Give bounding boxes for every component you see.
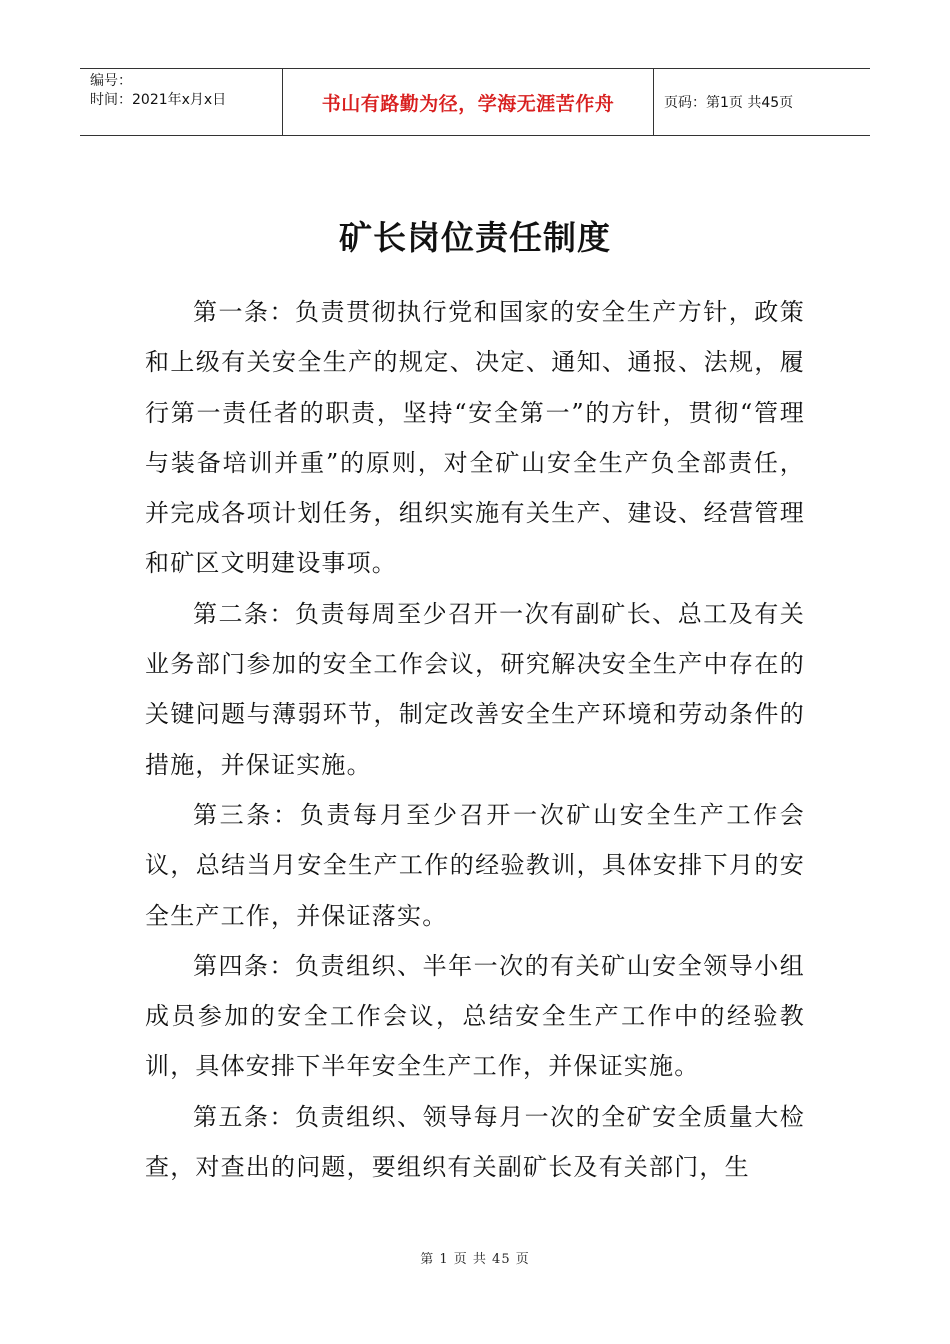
header-motto-cell [282, 69, 654, 135]
header-page-cell [654, 69, 870, 135]
document-title: 矿长岗位责任制度 [339, 218, 611, 257]
header-page-info: 页码：第1页 共45页 [664, 95, 794, 111]
document-number-label: 编号： [90, 73, 132, 89]
page-footer: 第 1 页 共 45 页 [420, 1252, 530, 1267]
header-motto: 书山有路勤为径，学海无涯苦作舟 [321, 92, 615, 115]
article-5: 第五条：负责组织、领导每月一次的全矿安全质量大检查，对查出的问题，要组织有关副矿长及有关部门，生 [145, 1102, 805, 1182]
header-meta-cell [80, 69, 282, 135]
document-date-label: 时间：2021年x月x日 [90, 92, 227, 108]
document-body [145, 287, 805, 1192]
document-header [80, 68, 870, 136]
article-4: 第四条：负责组织、半年一次的有关矿山安全领导小组成员参加的安全工作会议，总结安全生产工作中的经验教训，具体安排下半年安全生产工作，并保证实施。 [145, 951, 805, 1081]
article-2: 第二条：负责每周至少召开一次有副矿长、总工及有关业务部门参加的安全工作会议，研究解决安全生产中存在的关键问题与薄弱环节，制定改善安全生产环境和劳动条件的措施，并保证实施。 [145, 599, 805, 779]
article-1: 第一条：负责贯彻执行党和国家的安全生产方针，政策和上级有关安全生产的规定、决定、通知、通报、法规，履行第一责任者的职责，坚持“安全第一”的方针，贯彻“管理与装备培训并重”的原则，对全矿山安全生产负全部责任，并完成各项计划任务，组织实施有关生产、建设、经营管理和矿区文明建设事项。 [145, 298, 805, 578]
article-3: 第三条：负责每月至少召开一次矿山安全生产工作会议，总结当月安全生产工作的经验教训，具体安排下月的安全生产工作，并保证落实。 [145, 800, 805, 930]
